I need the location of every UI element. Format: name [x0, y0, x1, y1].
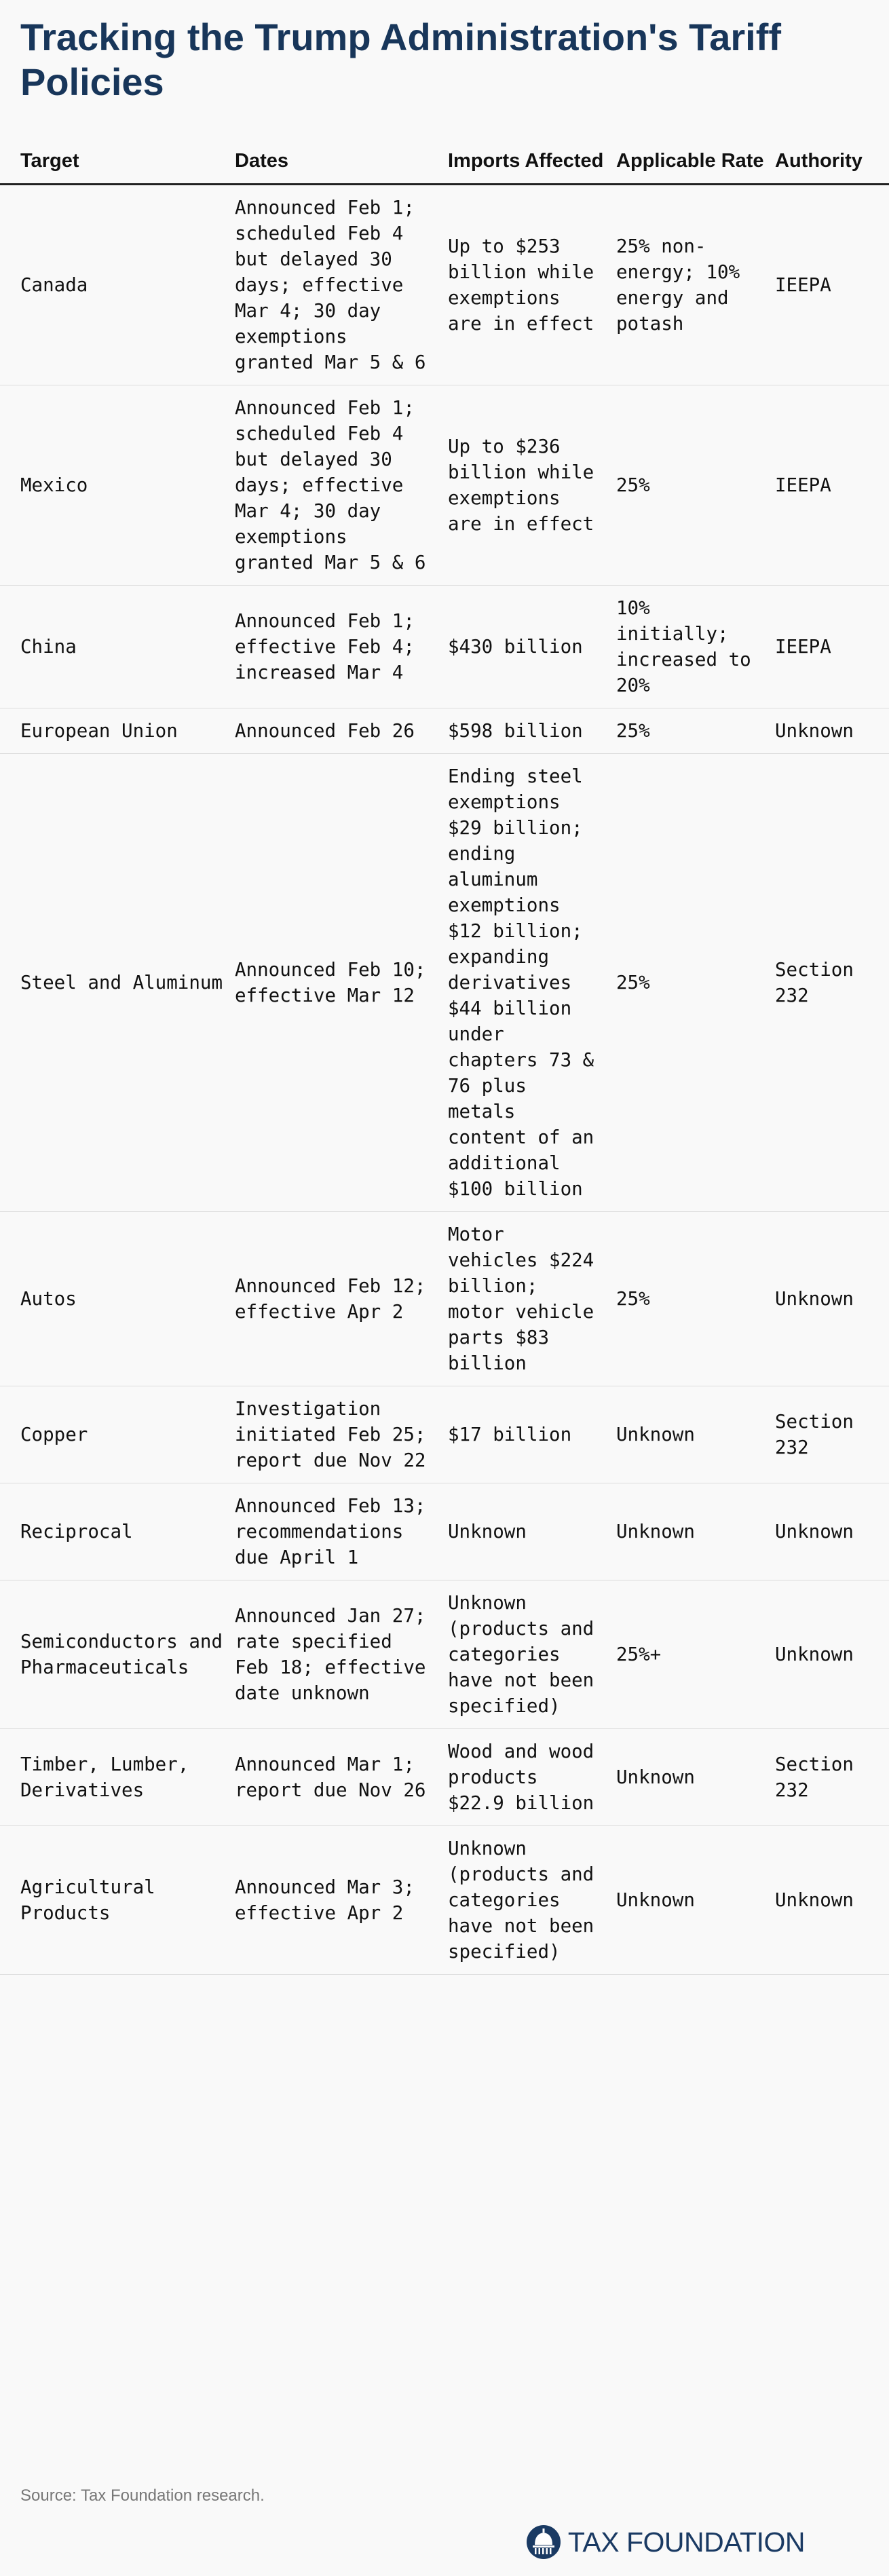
- row-target-cell: Timber, Lumber, Derivatives: [0, 1729, 235, 1826]
- row-dates-cell: Announced Feb 1; scheduled Feb 4 but delayed 30 days; effective Mar 4; 30 day exemptions granted Mar 5 & 6: [235, 185, 448, 385]
- row-imports-cell: Ending steel exemptions $29 billion; ending aluminum exemptions $12 billion; expanding derivatives $44 billion under chapters 73 & 76 plus metals content of an additional $100 billion: [448, 754, 616, 1212]
- header-imports-affected: Imports Affected: [448, 143, 616, 185]
- table-row: [0, 1386, 889, 1483]
- row-dates-cell: Announced Feb 12; effective Apr 2: [235, 1212, 448, 1386]
- table-row: [0, 1483, 889, 1580]
- row-imports-cell: $430 billion: [448, 586, 616, 708]
- row-authority-cell: Section 232: [775, 1729, 889, 1826]
- row-rate-cell: 25%: [616, 1212, 775, 1386]
- row-authority-cell: Unknown: [775, 1580, 889, 1729]
- row-rate-cell: 10% initially; increased to 20%: [616, 586, 775, 708]
- row-dates-cell: Announced Feb 26: [235, 708, 448, 754]
- row-target-cell: Reciprocal: [0, 1483, 235, 1580]
- row-imports-cell: Up to $236 billion while exemptions are in effect: [448, 385, 616, 586]
- row-imports-cell: Wood and wood products $22.9 billion: [448, 1729, 616, 1826]
- row-rate-cell: 25%: [616, 708, 775, 754]
- table-row: [0, 185, 889, 385]
- row-rate-cell: 25%: [616, 754, 775, 1212]
- header-applicable-rate: Applicable Rate: [616, 143, 775, 185]
- row-target-cell: Copper: [0, 1386, 235, 1483]
- table-row: [0, 586, 889, 708]
- row-rate-cell: 25%: [616, 385, 775, 586]
- header-target: Target: [0, 143, 235, 185]
- row-imports-cell: Unknown (products and categories have not been specified): [448, 1580, 616, 1729]
- row-rate-cell: 25% non-energy; 10% energy and potash: [616, 185, 775, 385]
- page-title: Tracking the Trump Administration's Tariff Policies: [20, 16, 782, 103]
- row-target-cell: China: [0, 586, 235, 708]
- row-authority-cell: Unknown: [775, 708, 889, 754]
- row-target-cell: Semiconductors and Pharmaceuticals: [0, 1580, 235, 1729]
- row-target-cell: Steel and Aluminum: [0, 754, 235, 1212]
- row-imports-cell: Unknown: [448, 1483, 616, 1580]
- row-imports-cell: Motor vehicles $224 billion; motor vehicle parts $83 billion: [448, 1212, 616, 1386]
- row-authority-cell: IEEPA: [775, 385, 889, 586]
- row-target-cell: Canada: [0, 185, 235, 385]
- row-dates-cell: Announced Feb 1; scheduled Feb 4 but delayed 30 days; effective Mar 4; 30 day exemptions granted Mar 5 & 6: [235, 385, 448, 586]
- row-rate-cell: Unknown: [616, 1483, 775, 1580]
- row-target-cell: Agricultural Products: [0, 1826, 235, 1975]
- table-row: [0, 1826, 889, 1975]
- logo-text: TAX FOUNDATION: [567, 2526, 805, 2558]
- row-dates-cell: Announced Feb 13; recommendations due April 1: [235, 1483, 448, 1580]
- row-rate-cell: Unknown: [616, 1386, 775, 1483]
- row-dates-cell: Announced Jan 27; rate specified Feb 18; effective date unknown: [235, 1580, 448, 1729]
- row-authority-cell: Unknown: [775, 1483, 889, 1580]
- row-authority-cell: Section 232: [775, 754, 889, 1212]
- capitol-dome-icon: [526, 2524, 561, 2560]
- row-authority-cell: IEEPA: [775, 185, 889, 385]
- row-authority-cell: Section 232: [775, 1386, 889, 1483]
- tariff-table-container: [0, 143, 863, 1975]
- row-target-cell: Mexico: [0, 385, 235, 586]
- row-rate-cell: Unknown: [616, 1729, 775, 1826]
- table-row: [0, 1212, 889, 1386]
- tax-foundation-logo: [526, 2522, 805, 2562]
- row-imports-cell: $17 billion: [448, 1386, 616, 1483]
- row-rate-cell: Unknown: [616, 1826, 775, 1975]
- header-authority: Authority: [775, 143, 889, 185]
- row-target-cell: European Union: [0, 708, 235, 754]
- row-imports-cell: Unknown (products and categories have not been specified): [448, 1826, 616, 1975]
- table-row: [0, 754, 889, 1212]
- row-authority-cell: Unknown: [775, 1826, 889, 1975]
- table-body: [0, 185, 889, 1975]
- row-authority-cell: Unknown: [775, 1212, 889, 1386]
- source-note: Source: Tax Foundation research.: [20, 2486, 265, 2505]
- row-imports-cell: Up to $253 billion while exemptions are in effect: [448, 185, 616, 385]
- header-dates: Dates: [235, 143, 448, 185]
- table-row: [0, 708, 889, 754]
- table-row: [0, 1729, 889, 1826]
- row-dates-cell: Announced Mar 3; effective Apr 2: [235, 1826, 448, 1975]
- row-dates-cell: Announced Mar 1; report due Nov 26: [235, 1729, 448, 1826]
- row-imports-cell: $598 billion: [448, 708, 616, 754]
- row-dates-cell: Announced Feb 10; effective Mar 12: [235, 754, 448, 1212]
- row-rate-cell: 25%+: [616, 1580, 775, 1729]
- row-target-cell: Autos: [0, 1212, 235, 1386]
- table-row: [0, 385, 889, 586]
- row-dates-cell: Announced Feb 1; effective Feb 4; increased Mar 4: [235, 586, 448, 708]
- tariff-table: [0, 143, 889, 1975]
- row-dates-cell: Investigation initiated Feb 25; report due Nov 22: [235, 1386, 448, 1483]
- table-row: [0, 1580, 889, 1729]
- table-header-row: [0, 143, 889, 185]
- row-authority-cell: IEEPA: [775, 586, 889, 708]
